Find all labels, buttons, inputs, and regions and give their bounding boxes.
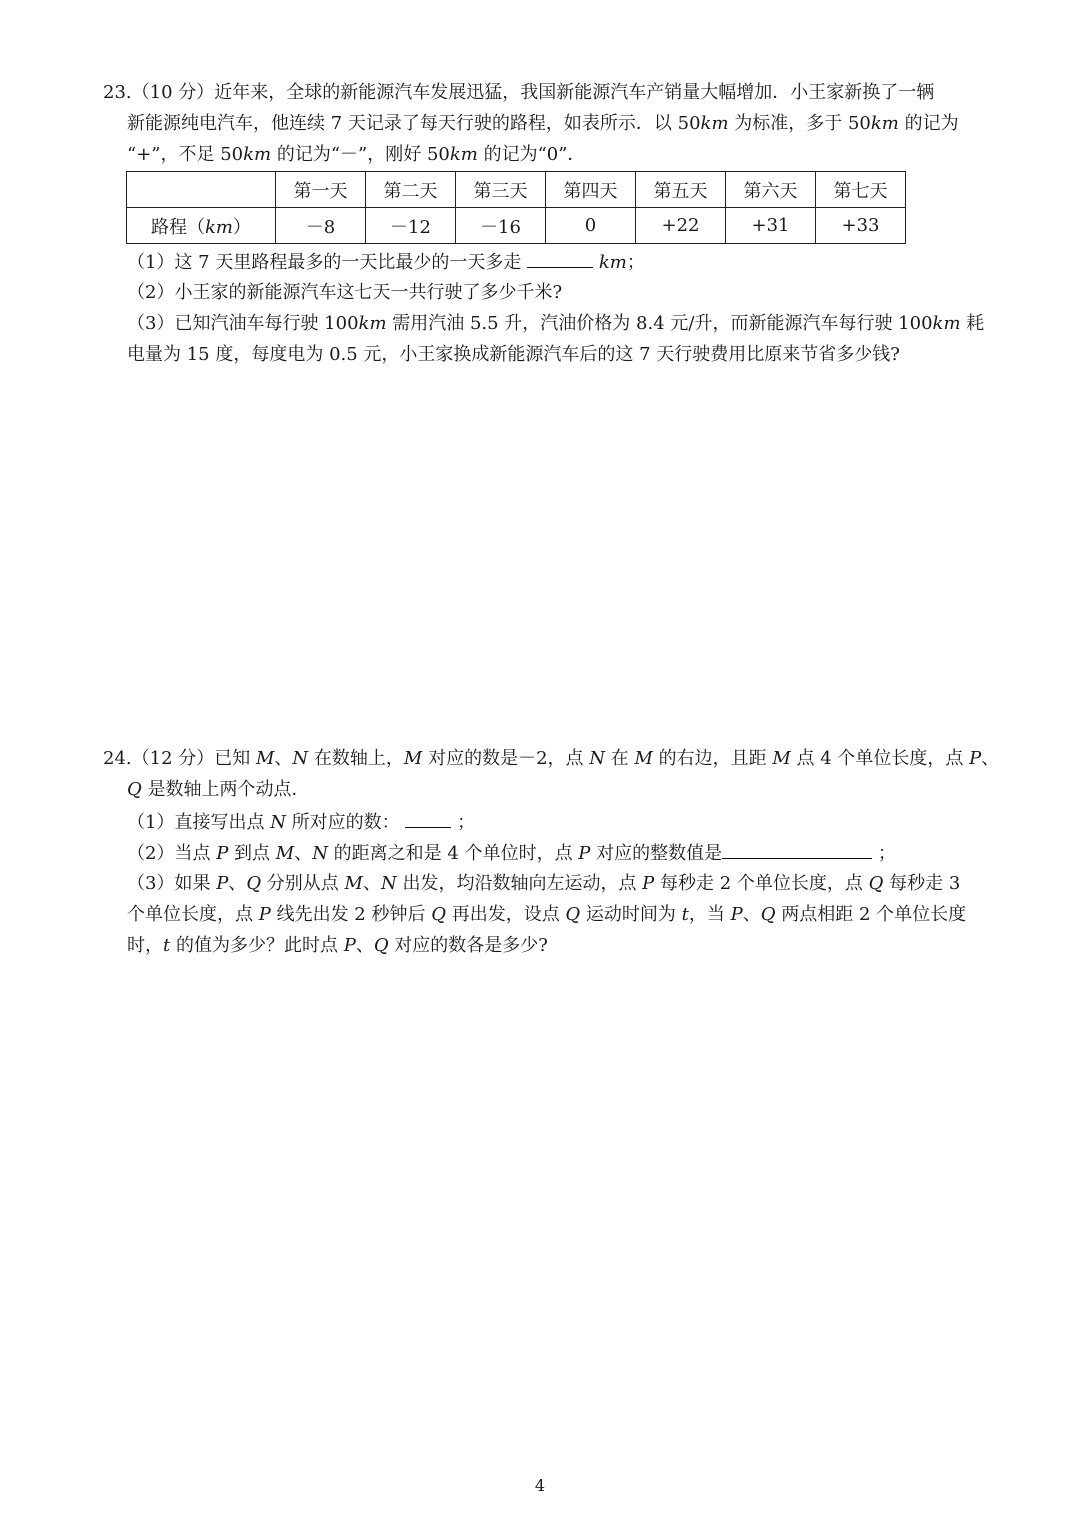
answer-blank[interactable] — [527, 249, 593, 268]
q24-part1: （1）直接写出点 N 所对应的数： ； — [127, 809, 475, 836]
answer-blank[interactable] — [405, 809, 451, 828]
table-cell: +31 — [726, 208, 816, 244]
q23-stem-line1: 23.（10 分）近年来，全球的新能源汽车发展迅猛，我国新能源汽车产销量大幅增加．小王家新换了一辆 — [103, 82, 935, 103]
q23-part3-line1: （3）已知汽油车每行驶 100km 需用汽油 5.5 升，汽油价格为 8.4 元/升，而新能源汽车每行驶 100km 耗 — [127, 313, 985, 334]
q24-part3-line3: 时，t 的值为多少？此时点 P、Q 对应的数各是多少? — [127, 935, 548, 956]
table-row — [127, 208, 906, 244]
table-header-cell: 第三天 — [456, 172, 546, 208]
table-cell: －16 — [456, 208, 546, 244]
table-header-cell: 第二天 — [366, 172, 456, 208]
q23-part3-line2: 电量为 15 度，每度电为 0.5 元，小王家换成新能源汽车后的这 7 天行驶费用比原来节省多少钱? — [127, 344, 900, 365]
page-number: 4 — [534, 1476, 546, 1495]
table-header-cell: 第四天 — [546, 172, 636, 208]
table-header-cell — [127, 172, 276, 208]
q23-mileage-table — [126, 171, 906, 244]
q23-stem-line3: “+”，不足 50km 的记为“－”，刚好 50km 的记为“0”． — [127, 144, 586, 165]
table-cell: +22 — [636, 208, 726, 244]
table-cell: +33 — [816, 208, 906, 244]
table-header-cell: 第一天 — [276, 172, 366, 208]
q24-part3-line1: （3）如果 P、Q 分别从点 M、N 出发，均沿数轴向左运动，点 P 每秒走 2 个单位长度，点 Q 每秒走 3 — [127, 873, 961, 894]
table-cell: －8 — [276, 208, 366, 244]
answer-blank[interactable] — [722, 840, 872, 859]
table-cell: 0 — [546, 208, 636, 244]
q23-part1: （1）这 7 天里路程最多的一天比最少的一天多走 km； — [127, 249, 645, 276]
table-row-label: 路程（km） — [127, 208, 276, 244]
table-header-cell: 第七天 — [816, 172, 906, 208]
q24-part2: （2）当点 P 到点 M、N 的距离之和是 4 个单位时，点 P 对应的整数值是 ； — [127, 840, 896, 867]
table-header-row — [127, 172, 906, 208]
q24-stem-line2: Q 是数轴上两个动点． — [127, 779, 310, 800]
q24-stem-line1: 24.（12 分）已知 M、N 在数轴上，M 对应的数是－2，点 N 在 M 的右边，且距 M 点 4 个单位长度，点 P、 — [103, 748, 1000, 769]
table-header-cell: 第五天 — [636, 172, 726, 208]
table-header-cell: 第六天 — [726, 172, 816, 208]
table-cell: －12 — [366, 208, 456, 244]
q23-stem-line2: 新能源纯电汽车，他连续 7 天记录了每天行驶的路程，如表所示．以 50km 为标准，多于 50km 的记为 — [127, 113, 959, 134]
q23-part2: （2）小王家的新能源汽车这七天一共行驶了多少千米? — [127, 282, 563, 303]
q24-part3-line2: 个单位长度，点 P 线先出发 2 秒钟后 Q 再出发，设点 Q 运动时间为 t，当 P、Q 两点相距 2 个单位长度 — [127, 904, 967, 925]
